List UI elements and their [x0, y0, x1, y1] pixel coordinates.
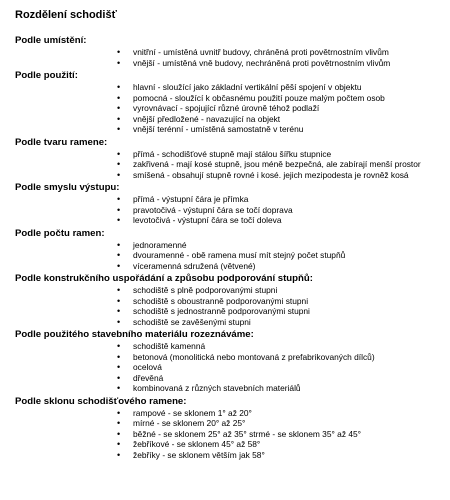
list-item: • ocelová: [15, 362, 450, 373]
list-item: • přímá - schodišťové stupně mají stálou šířku stupnice: [15, 149, 450, 160]
list-item: • víceramenná sdružená (větvené): [15, 261, 450, 272]
list-item: • vnější terénní - umístěná samostatně v terénu: [15, 124, 450, 135]
section-title: Podle konstrukčního uspořádání a způsobu podporování stupňů:: [15, 273, 313, 284]
list-item: • žebříkové - se sklonem 45° až 58°: [15, 439, 450, 450]
list-item: • kombinovaná z různých stavebních materiálů: [15, 383, 450, 394]
section: [15, 329, 450, 394]
section: [15, 70, 450, 135]
list-item: • smíšená - obsahují stupně rovné i kosé. jejich mezipodesta je rovněž kosá: [15, 170, 450, 181]
list-item: • běžné - se sklonem 25° až 35° strmé - se sklonem 35° až 45°: [15, 429, 450, 440]
bullet-list: [15, 194, 450, 226]
section-title: Podle počtu ramen:: [15, 227, 105, 239]
list-item: • levotočivá - výstupní čára se točí doleva: [15, 215, 450, 226]
section: [15, 228, 450, 272]
list-item: • schodiště kamenná: [15, 341, 450, 352]
bullet-list: [15, 82, 450, 135]
list-item: • vnější předložené - navazující na objekt: [15, 114, 450, 125]
document-title: Rozdělení schodišť: [15, 9, 117, 21]
bullet-list: [15, 47, 450, 68]
section: [15, 35, 450, 68]
section-title: Podle použitého stavebního materiálu rozeznáváme:: [15, 329, 254, 340]
list-item: • schodiště s plně podporovanými stupni: [15, 285, 450, 296]
bullet-list: [15, 341, 450, 394]
section: [15, 273, 450, 327]
list-item: • pravotočivá - výstupní čára se točí doprava: [15, 205, 450, 216]
list-item: • hlavní - sloužící jako základní vertikální pěší spojení v objektu: [15, 82, 450, 93]
bullet-list: [15, 149, 450, 181]
list-item: • jednoramenné: [15, 240, 450, 251]
list-item: • schodiště se zavěšenými stupni: [15, 317, 450, 328]
list-item: • mírné - se sklonem 20° až 25°: [15, 418, 450, 429]
bullet-list: [15, 240, 450, 272]
list-item: • přímá - výstupní čára je přímka: [15, 194, 450, 205]
section-title: Podle smyslu výstupu:: [15, 182, 120, 193]
list-item: • vnější - umístěná vně budovy, nechráněná proti povětrnostním vlivům: [15, 58, 450, 69]
section-title: Podle umístění:: [15, 35, 87, 46]
section-title: Podle použití:: [15, 70, 78, 81]
section-title: Podle sklonu schodišťového ramene:: [15, 395, 187, 407]
list-item: • žebříky - se sklonem větším jak 58°: [15, 450, 450, 461]
section-title: Podle tvaru ramene:: [15, 136, 108, 148]
bullet-list: [15, 408, 450, 461]
list-item: • rampové - se sklonem 1° až 20°: [15, 408, 450, 419]
sections-container: [15, 35, 450, 460]
list-item: • vnitřní - umístěná uvnitř budovy, chráněná proti povětrnostním vlivům: [15, 47, 450, 58]
list-item: • dvouramenné - obě ramena musí mít stejný počet stupňů: [15, 250, 450, 261]
list-item: • zakřivená - mají kosé stupně, jsou méně bezpečná, ale zabírají menší prostor: [15, 159, 450, 170]
list-item: • dřevěná: [15, 373, 450, 384]
list-item: • vyrovnávací - spojující různé úrovně téhož podlaží: [15, 103, 450, 114]
list-item: • betonová (monolitická nebo montovaná z prefabrikovaných dílců): [15, 352, 450, 363]
section: [15, 396, 450, 461]
section: [15, 137, 450, 181]
list-item: • schodiště s jednostranně podporovanými stupni: [15, 306, 450, 317]
list-item: • schodiště s oboustranně podporovanými stupni: [15, 296, 450, 307]
section: [15, 182, 450, 226]
bullet-list: [15, 285, 450, 327]
list-item: • pomocná - sloužící k občasnému použití pouze malým počtem osob: [15, 93, 450, 104]
